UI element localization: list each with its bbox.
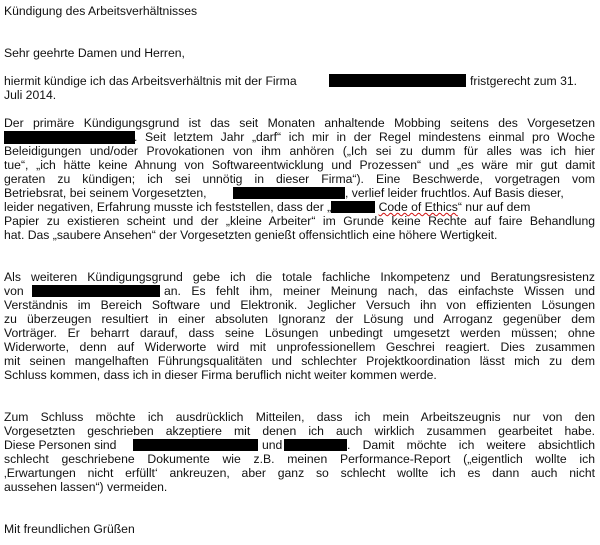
paragraph-3-line-3: Verständnis im Bereich Software und Elektronik. Jeglicher Versuch ihn von effizienten Lösungen	[4, 298, 595, 312]
paragraph-3-line-8: Schluss kommen, dass ich in dieser Firma beruflich nicht weiter kommen werde.	[4, 368, 437, 382]
paragraph-1-line-1: hiermit kündige ich das Arbeitsverhältnis mit der Firma	[4, 74, 297, 88]
letter-greeting: Sehr geehrte Damen und Herren,	[4, 46, 185, 60]
paragraph-3-line-4: zu überzeugen resultiert in einer absoluten Ignoranz der Lösung und Arroganz gegenüber dem	[4, 312, 595, 326]
paragraph-1-line-2: Juli 2014.	[4, 88, 57, 102]
paragraph-2-line-6a: Betriebsrat, bei seinem Vorgesetzten,	[4, 186, 207, 200]
letter-closing: Mit freundlichen Grüßen	[4, 522, 135, 536]
redaction-person-2	[284, 439, 347, 451]
paragraph-4-line-4: schlecht geschriebene Dokumente wie z.B. meinen Performance-Report („eigentlich wollte ich	[4, 452, 595, 466]
paragraph-4-line-3b: und	[262, 438, 283, 452]
paragraph-4-line-5: ‚Erwartungen nicht erfüllt‘ ankreuzen, aber ganz so schlecht wollte ich es dann auch nicht	[4, 466, 595, 480]
paragraph-3-line-5: Vorträger. Er beharrt darauf, dass seine Lösungen unbedingt umgesetzt werden müssen; ohne	[4, 326, 595, 340]
paragraph-2-line-2: . Seit letztem Jahr „darf“ ich mir in der Regel mindestens einmal pro Woche	[134, 130, 595, 144]
redaction-person-1	[133, 439, 258, 451]
paragraph-4-line-3c: . Damit möchte ich weitere absichtlich	[347, 438, 595, 452]
paragraph-4-line-3a: Diese Personen sind	[4, 438, 117, 452]
paragraph-2-line-4: tue“, „ich hätte keine Ahnung von Softwareentwicklung und Prozessen“ und „es wäre mir gut damit	[4, 158, 595, 172]
redaction-senior-manager	[233, 187, 345, 199]
letter-title: Kündigung des Arbeitsverhältnisses	[4, 4, 198, 18]
paragraph-4-line-1: Zum Schluss möchte ich ausdrücklich Mitteilen, dass ich mein Arbeitszeugnis nur von den	[4, 410, 595, 424]
paragraph-2-line-6b: , verlief leider fruchtlos. Auf Basis dieser,	[345, 186, 564, 200]
paragraph-3-line-6: Widerworte, denn auf Widerworte wird mit unprofessionellem Geschrei reagiert. Dies zusammen	[4, 340, 595, 354]
paragraph-4-line-2: Vorgesetzten geschrieben akzeptiere mit denen ich auch wirklich zusammen gearbeitet habe.	[4, 424, 595, 438]
paragraph-3-line-1: Als weiteren Kündigungsgrund gebe ich die totale fachliche Inkompetenz und Beratungsresistenz	[4, 270, 595, 284]
redaction-company-name	[329, 74, 466, 87]
redaction-supervisor-name-2	[32, 285, 160, 297]
paragraph-2-line-8: Papier zu existieren scheint und der „kleine Arbeiter“ im Grunde keine Rechte auf faire Behandlung	[4, 214, 595, 228]
redaction-supervisor-name	[4, 131, 135, 144]
redaction-company-short	[331, 201, 375, 213]
paragraph-3-line-2a: von	[4, 284, 24, 298]
paragraph-2-line-1: Der primäre Kündigungsgrund ist das seit Monaten anhaltende Mobbing seitens des Vorgesetzen	[4, 116, 595, 130]
paragraph-2-line-7: leider negativen, Erfahrung musste ich feststellen, dass der „ Code of Ethics“ nur auf dem	[4, 200, 531, 214]
paragraph-3-line-2b: an. Es fehlt ihm, meiner Meinung nach, das einfachste Wissen und	[164, 284, 595, 298]
paragraph-2-line-9: hat. Das „saubere Ansehen“ der Vorgesetzten genießt offensichtlich eine höhere Wertigkeit.	[4, 228, 498, 242]
paragraph-3-line-7: mit seinen mangelhaften Führungsqualitäten und schlechter Projektkoordination lässt mich zu dem	[4, 354, 595, 368]
paragraph-2-line-3: Beleidigungen und/oder Provokationen von ihm anhören („Ich sei zu dumm für alles was ich hier	[4, 144, 595, 158]
paragraph-1-date: fristgerecht zum 31.	[470, 74, 578, 88]
paragraph-2-line-5: geraten zu kündigen; ich sei unnötig in dieser Firma“). Eine Beschwerde, vorgetragen vom	[4, 172, 595, 186]
paragraph-4-line-6: aussehen lassen“) vermeiden.	[4, 480, 168, 494]
